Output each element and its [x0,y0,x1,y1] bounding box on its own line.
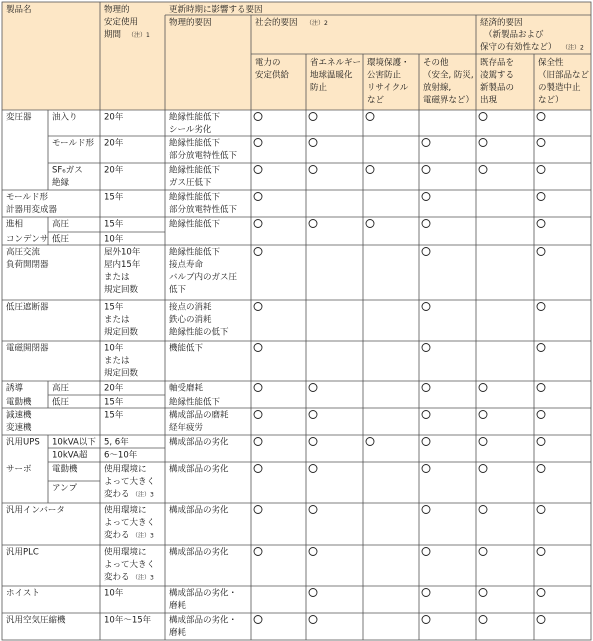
circle-mark [422,438,430,446]
circle-mark [254,193,262,201]
circle-mark [366,438,374,446]
row-factor: シール劣化 [169,125,212,135]
circle-mark [254,303,262,311]
header-social-col: 防止 [310,83,328,93]
circle-mark [422,344,430,352]
header-physical-life: 物理的 [104,5,130,15]
row-factor: 構成部品の劣化 [169,437,229,448]
header-economic-col: 凌駕する [480,70,515,81]
circle-mark [479,438,487,446]
row-factor: 軸受磨耗 [169,383,204,394]
circle-mark [309,465,317,473]
row-category: モールド形 [6,192,48,203]
row-factor: ガス圧低下 [169,178,212,188]
row-category: 誘導 [6,383,24,394]
circle-mark [254,220,262,228]
header-social-col: 環境保護・ [367,58,410,68]
row-life: 変わる [104,489,130,500]
row-category: 汎用インバータ [6,505,65,516]
circle-mark [537,411,545,419]
header-note-1: （注）1 [128,32,150,39]
circle-mark [254,113,262,121]
circle-mark [537,139,545,147]
circle-mark [254,506,262,514]
row-life: 規定回数 [104,368,139,379]
circle-mark [537,344,545,352]
row-life: または [104,272,130,283]
circle-mark [422,616,430,624]
row-life: 20年 [104,138,124,149]
header-social-group: 社会的要因 [255,18,298,28]
circle-mark [366,166,374,174]
row-factor: 部分放電特性低下 [169,205,238,215]
row-life: 10年 [104,343,124,354]
row-subcategory: 低圧 [52,234,70,245]
row-subcategory: 高圧 [52,383,70,394]
life-note-3: （注）3 [132,532,154,540]
row-category: 変速機 [6,423,32,433]
header-economic-col: など） [538,95,564,106]
row-life: 変わる [104,572,130,583]
row-factor: 経年疲労 [169,423,204,433]
circle-mark [422,465,430,473]
row-subcategory: アンプ [52,483,78,494]
row-life: 15年 [104,397,124,408]
row-life: よって大きく [104,477,156,487]
circle-mark [479,589,487,597]
circle-mark [479,166,487,174]
circle-mark [422,384,430,392]
row-factor: 絶縁性能低下 [169,138,221,149]
circle-mark [366,113,374,121]
row-life: 20年 [104,383,124,394]
row-life: 10年 [104,234,124,245]
circle-mark [309,589,317,597]
row-subcategory: 高圧 [52,219,70,230]
row-category: 汎用PLC [6,547,39,558]
row-factor: 接点寿命 [169,260,204,270]
header-group-title: 更新時期に影響する要因 [169,5,263,15]
header-economic-col: （旧部品など [538,70,590,81]
header-economic-col: 新製品の [480,83,515,93]
row-category: 進相 [6,219,24,230]
row-life: 変わる [104,530,130,541]
circle-mark [537,384,545,392]
header-social-col: 電磁界など） [423,95,475,106]
header-physical-factor: 物理的要因 [169,18,212,28]
row-life: 使用環境に [104,464,147,475]
row-subcategory: 10kVA以下 [52,437,96,448]
row-factor: 絶縁性能低下 [169,397,221,408]
circle-mark [537,248,545,256]
header-economic-col: 保全性 [538,58,564,68]
circle-mark [537,193,545,201]
header-economic-sub: （新製品および [484,30,544,40]
circle-mark [254,438,262,446]
row-life: 15年 [104,302,124,313]
row-factor: 機能低下 [169,343,204,354]
circle-mark [537,166,545,174]
circle-mark [422,139,430,147]
row-factor: 構成部品の磨耗 [169,410,229,421]
row-factor: 構成部品の劣化 [169,547,229,558]
circle-mark [254,384,262,392]
circle-mark [422,506,430,514]
row-category: 負荷開閉器 [6,260,49,270]
row-factor: 絶縁性能低下 [169,165,221,176]
circle-mark [366,220,374,228]
circle-mark [537,616,545,624]
row-category: 減速機 [6,410,32,421]
header-physical-life: 安定使用 [104,17,139,28]
circle-mark [537,220,545,228]
circle-mark [422,166,430,174]
row-factor: 構成部品の劣化・ [169,588,238,599]
header-economic-sub: 保守の有効性など） [480,42,557,53]
circle-mark [479,411,487,419]
circle-mark [254,616,262,624]
row-life: 15年 [104,219,124,230]
circle-mark [537,113,545,121]
header-social-col: その他 [423,58,449,68]
circle-mark [537,465,545,473]
row-factor: バルブ内のガス圧 [169,272,238,283]
circle-mark [309,139,317,147]
row-category: 変圧器 [6,112,32,123]
row-factor: 構成部品の劣化・ [169,615,238,626]
life-note-3: （注）3 [132,491,154,499]
header-economic-col: の製造中止 [538,83,581,93]
row-life: 6〜10年 [104,450,138,461]
row-category: コンデンサ [6,234,49,245]
row-category: ホイスト [6,588,40,599]
row-factor: 絶縁性能低下 [169,112,221,123]
circle-mark [422,248,430,256]
circle-mark [309,113,317,121]
circle-mark [537,303,545,311]
header-social-col: （安全, 防災, [423,70,474,81]
row-life: または [104,315,130,325]
header-social-col: リサイクル [367,83,409,93]
life-note-3: （注）3 [132,574,154,582]
header-social-col: など [367,95,385,106]
circle-mark [479,384,487,392]
row-subcategory: モールド形 [52,138,94,149]
row-category: サーボ [6,464,32,475]
row-life: 10年 [104,588,124,599]
row-subcategory: 絶縁 [52,178,70,188]
row-life: 屋内15年 [104,260,141,270]
header-social-col: 地球温暖化 [310,70,353,81]
row-life: 使用環境に [104,505,147,516]
row-life: 屋外10年 [104,247,141,258]
row-life: 20年 [104,165,124,176]
circle-mark [309,616,317,624]
row-life: 規定回数 [104,285,139,295]
row-factor: 低下 [169,285,187,295]
row-category: 計器用変成器 [6,205,58,215]
circle-mark [254,166,262,174]
row-life: よって大きく [104,518,156,528]
header-economic-col: 既存品を [480,58,515,68]
circle-mark [537,589,545,597]
circle-mark [479,548,487,556]
row-life: 使用環境に [104,547,147,558]
circle-mark [479,465,487,473]
row-factor: 構成部品の劣化 [169,464,229,475]
row-category: 汎用UPS [6,437,40,448]
header-social-col: 放射線, [423,83,452,93]
circle-mark [254,139,262,147]
circle-mark [422,548,430,556]
row-factor: 構成部品の劣化 [169,505,229,516]
circle-mark [479,616,487,624]
circle-mark [537,506,545,514]
row-life: 15年 [104,192,124,203]
circle-mark [479,139,487,147]
row-life: または [104,356,130,366]
header-economic-group: 経済的要因 [480,18,523,28]
header-social-col: 電力の [255,58,281,68]
row-category: 高圧交流 [6,247,41,258]
circle-mark [309,548,317,556]
circle-mark [309,506,317,514]
circle-mark [254,548,262,556]
header-economic-col: 出現 [480,95,498,106]
row-category: 電動機 [6,397,32,408]
header-social-col: 公害防止 [367,70,402,81]
circle-mark [422,193,430,201]
circle-mark [422,411,430,419]
header-economic-note: （注）2 [562,44,584,52]
row-factor: 絶縁性能の低下 [169,327,229,338]
circle-mark [309,220,317,228]
header-social-col: 省エネルギー [310,58,362,68]
circle-mark [254,411,262,419]
circle-mark [309,384,317,392]
circle-mark [309,438,317,446]
row-life: 5, 6年 [104,437,129,448]
row-factor: 絶縁性能低下 [169,192,221,203]
circle-mark [479,113,487,121]
circle-mark [422,303,430,311]
row-life: 15年 [104,410,124,421]
circle-mark [254,465,262,473]
circle-mark [479,506,487,514]
circle-mark [309,411,317,419]
circle-mark [537,438,545,446]
row-factor: 絶縁性能低下 [169,247,221,258]
row-life: よって大きく [104,560,156,570]
circle-mark [422,589,430,597]
row-life: 規定回数 [104,327,139,338]
row-category: 汎用空気圧縮機 [6,615,66,626]
row-factor: 接点の消耗 [169,302,212,313]
row-subcategory: 電動機 [52,464,78,475]
row-factor: 磨耗 [169,601,187,611]
header-physical-life: 期間 [104,30,122,40]
header-social-col: 安定供給 [255,70,290,81]
row-subcategory: 低圧 [52,397,70,408]
row-subcategory: SF₆ガス [52,165,83,176]
header-product: 製品名 [6,5,32,15]
row-life: 20年 [104,112,124,123]
row-factor: 絶縁性能低下 [169,219,221,230]
header-social-note: （注）2 [306,20,328,27]
row-factor: 鉄心の消耗 [169,315,212,325]
row-category: 電磁開閉器 [6,343,49,354]
row-life: 10年〜15年 [104,615,152,626]
circle-mark [422,220,430,228]
row-factor: 磨耗 [169,628,187,638]
row-subcategory: 10kVA超 [52,450,88,461]
circle-mark [254,344,262,352]
circle-mark [309,166,317,174]
row-category: 低圧遮断器 [6,302,49,313]
row-subcategory: 油入り [52,112,78,123]
row-factor: 部分放電特性低下 [169,151,238,161]
circle-mark [254,248,262,256]
circle-mark [537,548,545,556]
